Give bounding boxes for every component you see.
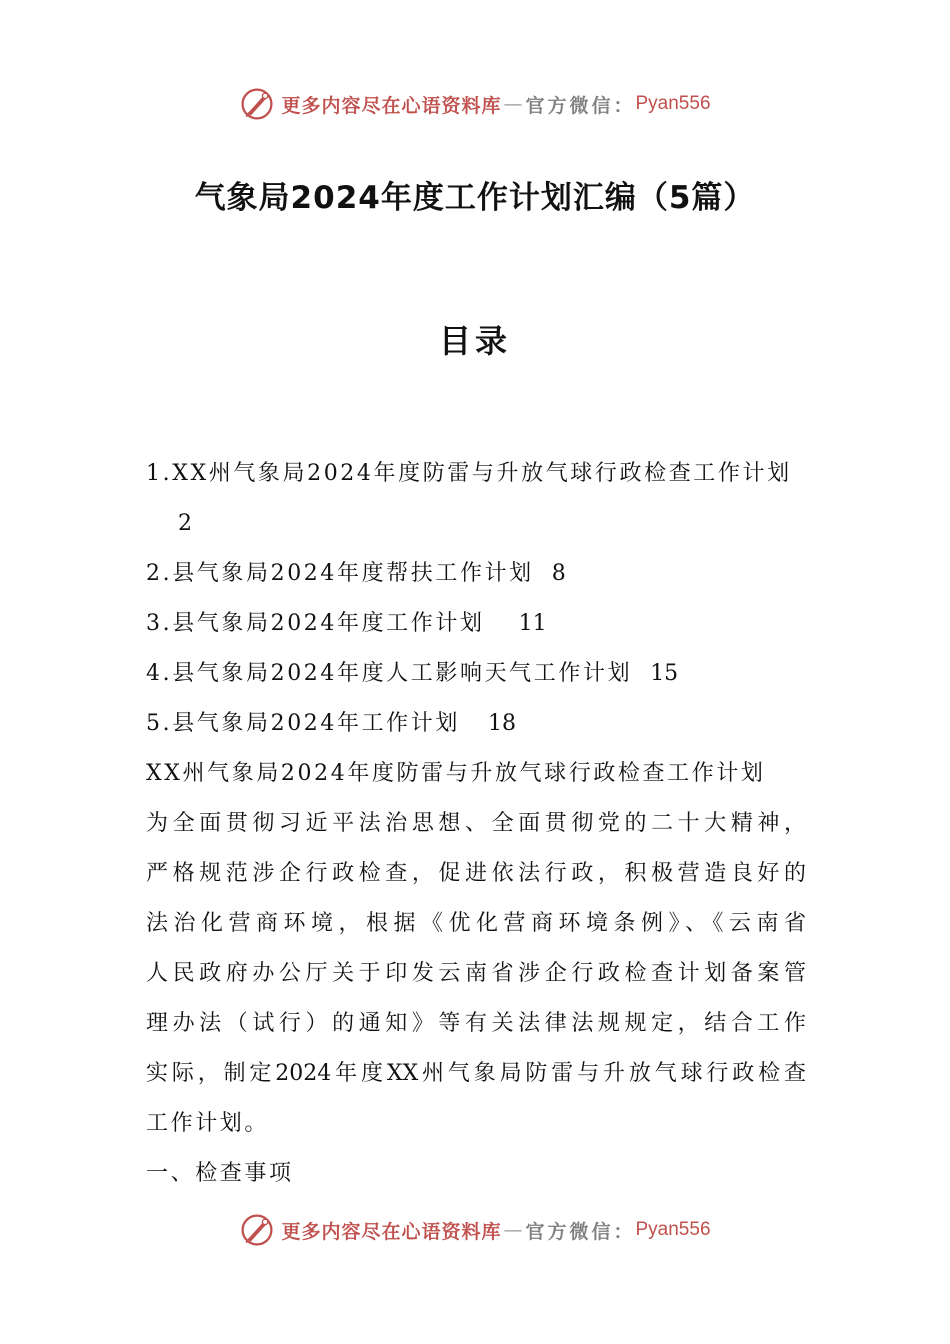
toc-item-page: 18 [487,711,516,736]
watermark-main-text: 更多内容尽在心语资料库 [281,1220,502,1243]
toc-item-3[interactable] [146,599,806,649]
body-line: 为全面贯彻习近平法治思想、全面贯彻党的二十大精神， [146,811,806,836]
document-title: 气象局2024年度工作计划汇编（5篇） [194,180,756,216]
watermark-separator: — [503,1219,524,1241]
document-body [146,449,806,1199]
toc-item-page: 8 [551,561,566,586]
watermark-label: 官方微信： [525,94,636,117]
watermark-banner-top [0,84,950,124]
toc-item-label: 3.县气象局2024年度工作计划 [146,611,485,636]
toc-item-page: 2 [178,511,192,536]
toc-item-label: 1.XX州气象局2024年度防雷与升放气球行政检查工作计划 [146,461,792,486]
watermark-label: 官方微信： [525,1220,636,1243]
toc-item-page: 15 [650,661,679,686]
watermark-banner-bottom [0,1210,950,1250]
toc-item-4[interactable] [146,649,806,699]
watermark-wechat-id: Pyan556 [635,1219,711,1240]
section-subheading: 一、检查事项 [146,1161,294,1186]
section-title: XX州气象局2024年度防雷与升放气球行政检查工作计划 [146,761,766,786]
body-line: 实际，制定2024年度XX州气象局防雷与升放气球行政检查 [146,1061,806,1086]
toc-heading: 目录 [438,322,511,360]
toc-item-label: 4.县气象局2024年度人工影响天气工作计划 [146,661,633,686]
toc-item-1-page-line [146,499,806,549]
quill-pen-logo-icon [239,86,275,122]
toc-item-1[interactable] [146,449,806,499]
toc-item-label: 5.县气象局2024年工作计划 [146,711,460,736]
toc-item-label: 2.县气象局2024年度帮扶工作计划 [146,561,534,586]
body-line: 法治化营商环境，根据《优化营商环境条例》、《云南省 [146,911,806,936]
toc-item-page: 11 [518,611,547,636]
toc-item-5[interactable] [146,699,806,749]
watermark-separator: — [503,93,524,115]
watermark-main-text: 更多内容尽在心语资料库 [281,94,502,117]
watermark-wechat-id: Pyan556 [635,93,711,114]
body-line: 工作计划。 [146,1111,270,1136]
toc-item-2[interactable] [146,549,806,599]
body-line: 理办法（试行）的通知》等有关法律法规规定，结合工作 [146,1011,806,1036]
body-line: 人民政府办公厅关于印发云南省涉企行政检查计划备案管 [146,961,806,986]
body-line: 严格规范涉企行政检查，促进依法行政，积极营造良好的 [146,861,806,886]
quill-pen-logo-icon [239,1212,275,1248]
